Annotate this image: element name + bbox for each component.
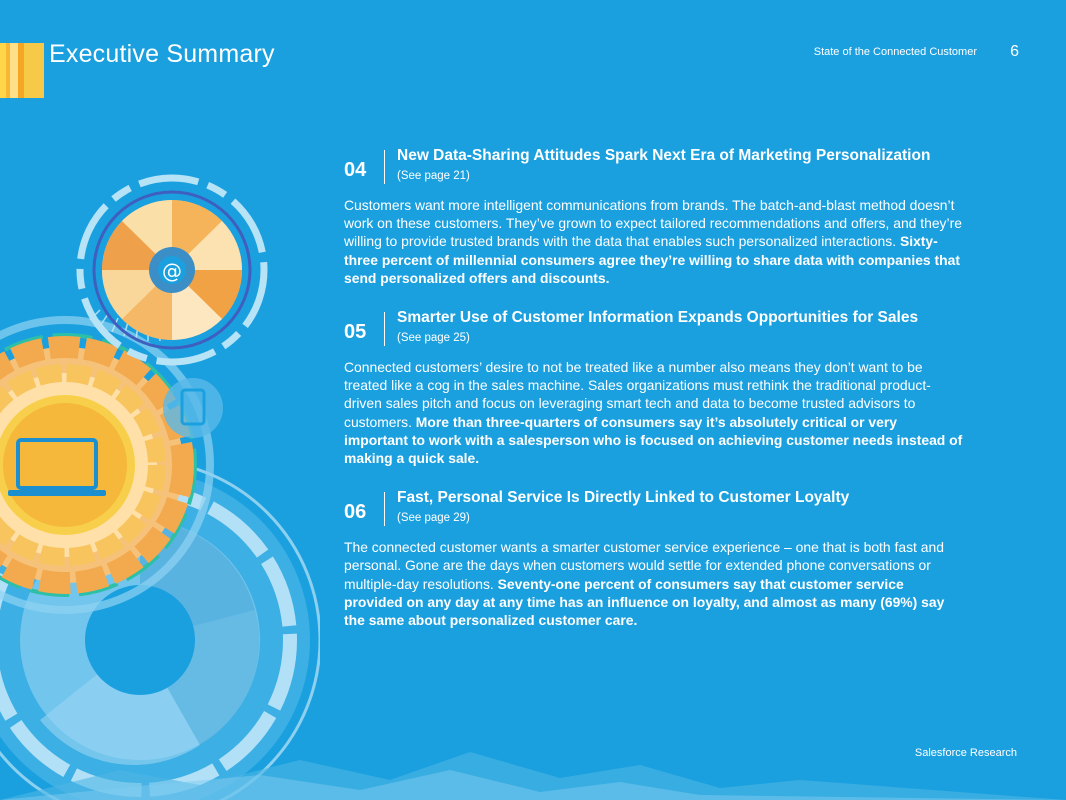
section-body [344,196,964,287]
section-highlight: Seventy-one percent of consumers say that customer service provided on any day at any time has an influence on loyalty, and almost as many (69%) say the same about personalized customer care. [344,575,945,629]
section-body-text: Connected customers’ desire to not be treated like a number also means they don’t want to be treated like a cog in the sales machine. Sales organizations must rethink the traditional product-driven sales pitch and focus on leveraging smart tech and data to become trusted advisors to customers. [344,359,931,430]
summary-sections [344,145,964,649]
section-page-ref: (See page 25) [397,332,470,345]
section-body [344,358,964,467]
page-title: Executive Summary [49,40,275,68]
section-divider [384,492,385,526]
section-body-text: The connected customer wants a smarter customer service experience – one that is both fast and personal. Gone are the days when customers would settle for extended phone conversations or multiple-day resolutions. [344,539,944,592]
section-header [344,307,964,349]
section-header [344,487,964,529]
section-04 [344,145,964,287]
section-06 [344,487,964,629]
section-05 [344,307,964,467]
section-title: New Data-Sharing Attitudes Spark Next Era of Marketing Personalization [397,147,931,164]
section-body-text: Customers want more intelligent communications from brands. The batch-and-blast method doesn’t work on these customers. They’ve grown to expect tailored recommendations and offers, and they’re willing to provide trusted brands with the data that enables such personalized interactions. [344,197,962,250]
section-number: 05 [344,321,367,344]
decorative-illustration [0,0,320,800]
section-highlight: Sixty-three percent of millennial consumers agree they’re willing to share data with companies that send personalized offers and discounts. [344,233,960,286]
section-page-ref: (See page 21) [397,170,470,182]
section-highlight: More than three-quarters of consumers say it’s absolutely critical or very important to work with a salesperson who is focused on achieving customer needs instead of making a quick sale. [344,413,963,467]
section-divider [384,150,385,184]
footer-label: Salesforce Research [914,747,1017,759]
section-number: 06 [344,501,367,524]
svg-text:@: @ [162,259,182,283]
section-title: Smarter Use of Customer Information Expands Opportunities for Sales [397,309,919,327]
section-title: Fast, Personal Service Is Directly Linked to Customer Loyalty [397,489,850,507]
section-page-ref: (See page 29) [397,512,470,525]
report-name: State of the Connected Customer [813,46,977,58]
section-number: 04 [344,159,367,181]
page-number: 6 [1010,43,1019,60]
section-body [344,538,964,629]
section-divider [384,312,385,346]
section-header [344,145,964,187]
decorative-mountains [0,740,1066,800]
